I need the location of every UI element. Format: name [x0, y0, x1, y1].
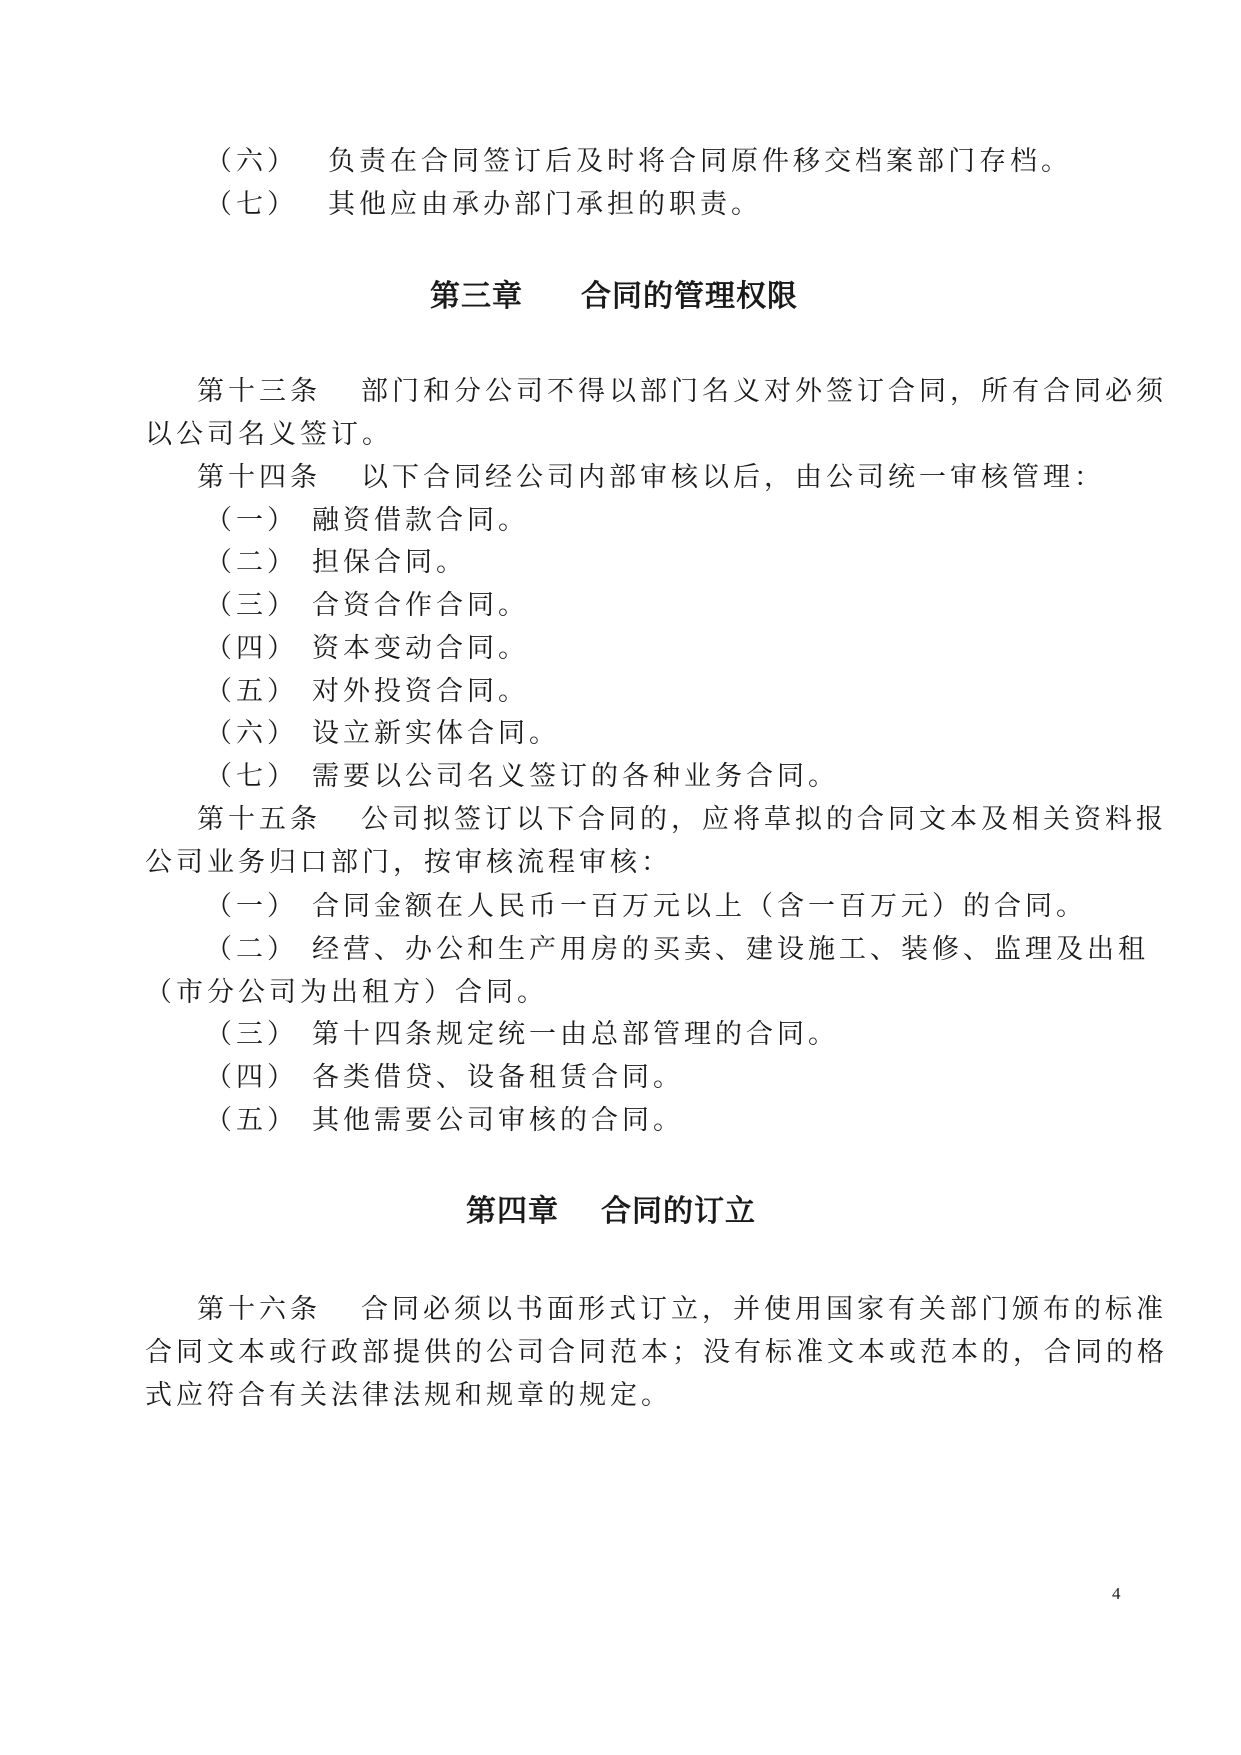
list-item: （五） 其他需要公司审核的合同。 [205, 1105, 684, 1136]
article-13 [197, 378, 1167, 405]
list-item [205, 148, 1072, 175]
chapter-title: 合同的订立 [601, 1194, 756, 1229]
article-text: 公司拟签订以下合同的，应将草拟的合同文本及相关资料报 [361, 804, 1167, 835]
article-text: 合同必须以书面形式订立，并使用国家有关部门颁布的标准 [361, 1294, 1167, 1325]
list-item [205, 191, 762, 218]
list-item: （七） 需要以公司名义签订的各种业务合同。 [205, 761, 839, 792]
page-number: 4 [1112, 1584, 1121, 1603]
article-13-continuation: 以公司名义签订。 [145, 419, 393, 450]
item-marker: （七） [205, 189, 298, 220]
article-text: 部门和分公司不得以部门名义对外签订合同，所有合同必须 [361, 376, 1167, 407]
list-item: （二） 经营、办公和生产用房的买卖、建设施工、装修、监理及出租 [205, 934, 1149, 965]
article-15-continuation: 公司业务归口部门，按审核流程审核： [145, 847, 672, 878]
list-item: （一） 合同金额在人民币一百万元以上（含一百万元）的合同。 [205, 891, 1087, 922]
article-text: 以下合同经公司内部审核以后，由公司统一审核管理： [361, 462, 1105, 493]
article-16-continuation: 式应符合有关法律法规和规章的规定。 [145, 1380, 672, 1411]
list-item: （四） 各类借贷、设备租赁合同。 [205, 1062, 684, 1093]
list-item: （六） 设立新实体合同。 [205, 718, 560, 749]
article-label: 第十四条 [197, 462, 321, 493]
list-item: （一） 融资借款合同。 [205, 505, 529, 536]
list-item: （三） 第十四条规定统一由总部管理的合同。 [205, 1019, 839, 1050]
article-label: 第十六条 [197, 1294, 321, 1325]
article-label: 第十五条 [197, 804, 321, 835]
chapter-number: 第三章 [430, 279, 523, 314]
item-text: 负责在合同签订后及时将合同原件移交档案部门存档。 [328, 146, 1072, 177]
list-item: （四） 资本变动合同。 [205, 633, 529, 664]
article-label: 第十三条 [197, 376, 321, 407]
article-16-continuation: 合同文本或行政部提供的公司合同范本；没有标准文本或范本的，合同的格 [145, 1337, 1168, 1368]
chapter-heading [466, 1194, 756, 1229]
item-text: 其他应由承办部门承担的职责。 [328, 189, 762, 220]
list-item: （五） 对外投资合同。 [205, 676, 529, 707]
list-item: （二） 担保合同。 [205, 547, 467, 578]
chapter-title: 合同的管理权限 [581, 279, 798, 314]
article-15 [197, 806, 1167, 833]
article-16 [197, 1296, 1167, 1323]
item-marker: （六） [205, 146, 298, 177]
chapter-heading [430, 279, 798, 314]
list-item: （三） 合资合作合同。 [205, 590, 529, 621]
chapter-number: 第四章 [466, 1194, 559, 1229]
article-14 [197, 464, 1105, 491]
list-item-continuation: （市分公司为出租方）合同。 [145, 977, 548, 1008]
